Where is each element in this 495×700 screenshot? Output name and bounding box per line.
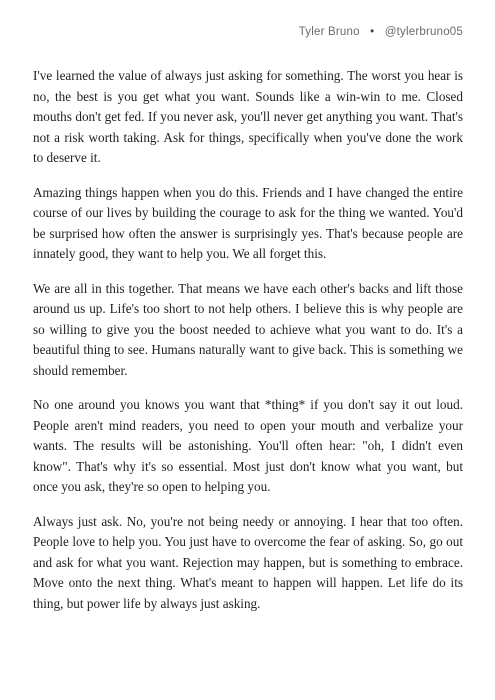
paragraph-2: Amazing things happen when you do this. Friends and I have changed the entire course of our lives by building the courage to ask for the thing we wanted. You'd be surprised how often the answer is surprisingly yes. That's because people are innately good, they want to help you. We all forget this. [33,184,463,261]
author-handle: @tylerbruno05 [384,26,463,38]
separator-dot: • [370,26,375,38]
paragraph-4: No one around you knows you want that *thing* if you don't say it out loud. People aren't mind readers, you need to open your mouth and verbalize your wants. The results will be astonishing. You'll often hear: "oh, I didn't even know". That's why it's so essential. Most just don't know what you want, but once you ask, they're so open to helping you. [33,397,463,494]
article-body [33,66,463,628]
author-name: Tyler Bruno [298,26,360,38]
paragraph-3: We are all in this together. That means we have each other's backs and lift those around us up. Life's too short to not help others. I believe this is why people are so willing to give you the boost needed to achieve what you want to do. It's a beautiful thing to see. Humans naturally want to give back. This is something we should remember. [33,280,463,378]
paragraph-1: I've learned the value of always just asking for something. The worst you hear is no, the best is you get what you want. Sounds like a win-win to me. Closed mouths don't get fed. If you never ask, you'll never get anything you want. That's not a risk worth taking. Ask for things, specifically when you've done the work to deserve it. [33,68,463,165]
byline-header [299,26,463,38]
paragraph-5: Always just ask. No, you're not being needy or annoying. I hear that too often. People love to help you. You just have to overcome the fear of asking. So, go out and ask for what you want. Rejection may happen, but is something to embrace. Move onto the next thing. What's meant to happen will happen. Let life do its thing, but power life by always just asking. [33,513,463,611]
